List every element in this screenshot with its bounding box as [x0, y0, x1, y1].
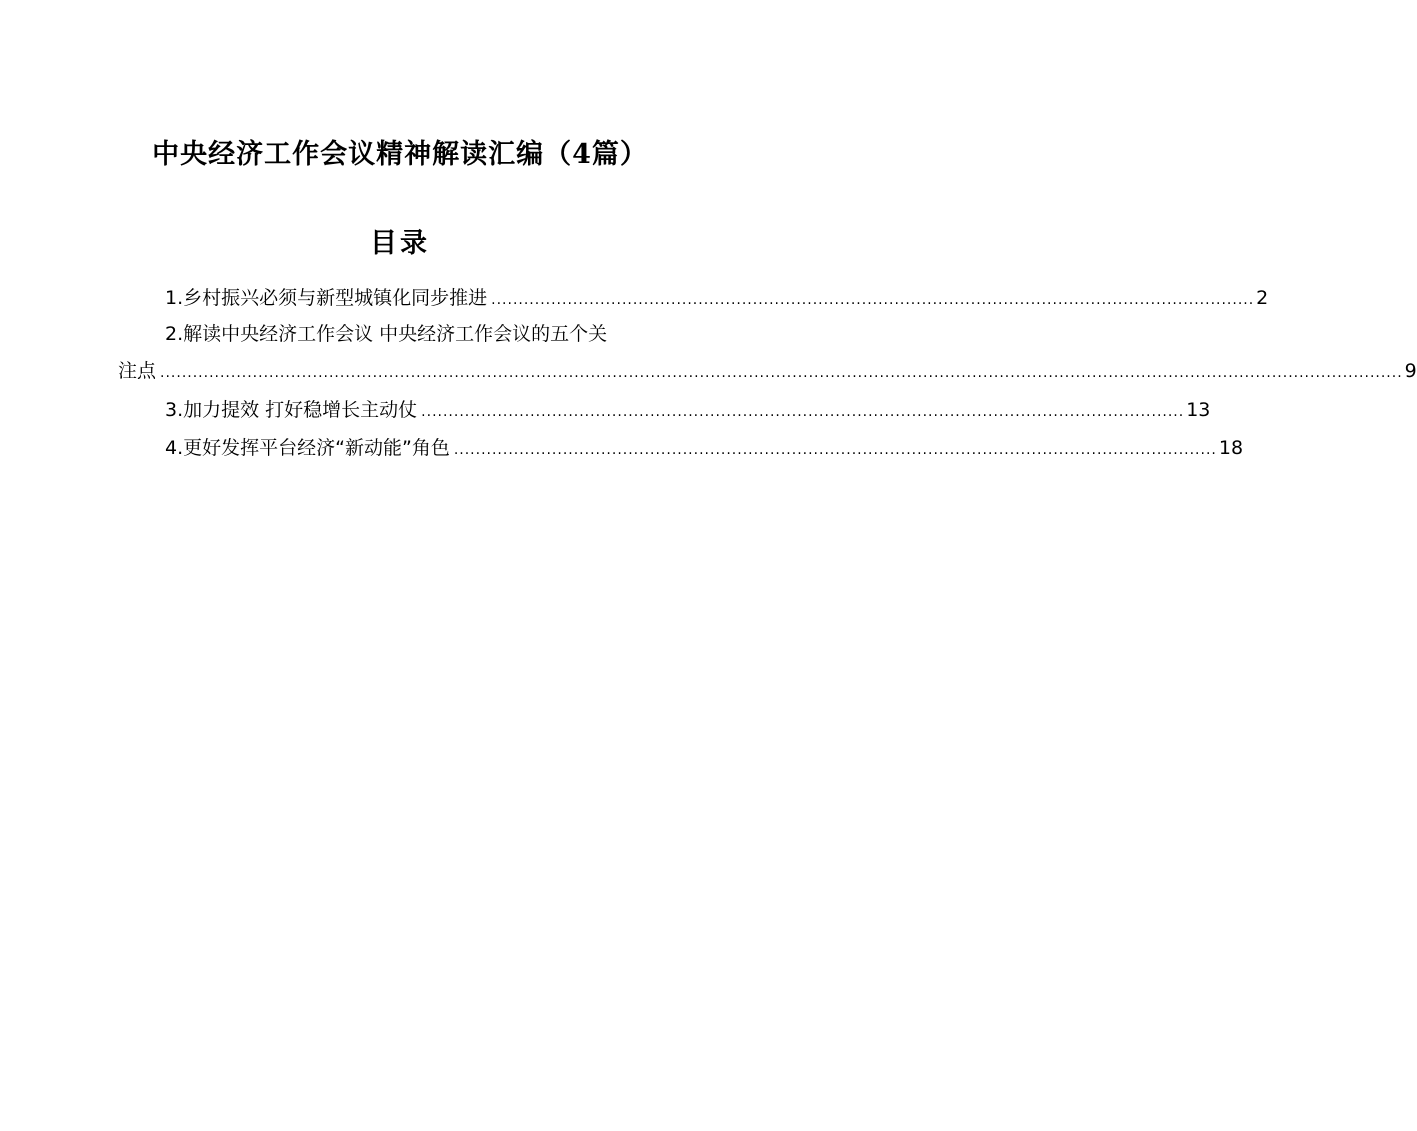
dot-leader: ....................................................................................................................................................................................................................................: [160, 365, 1403, 381]
toc-entry-title: 3.加力提效 打好稳增长主动仗: [165, 399, 418, 421]
toc-entry-title: 4.更好发挥平台经济“新动能”角色: [165, 437, 450, 459]
toc-entry-title: 1.乡村振兴必须与新型城镇化同步推进: [165, 287, 488, 309]
toc-entry-1[interactable]: [165, 284, 1269, 314]
dot-leader: ............................................................................................................................................: [421, 404, 1185, 420]
toc-heading: 目录: [370, 228, 430, 259]
toc-entry-2-continuation[interactable]: [118, 357, 1417, 387]
dot-leader: ............................................................................................................................................: [453, 442, 1217, 458]
toc-page-number: 18: [1218, 437, 1244, 459]
toc-entry-4[interactable]: [165, 434, 1244, 464]
toc-entry-2[interactable]: [165, 320, 685, 348]
toc-page-number: 9: [1404, 360, 1417, 382]
document-title: 中央经济工作会议精神解读汇编（4篇）: [152, 139, 648, 170]
toc-entry-3[interactable]: [165, 396, 1211, 426]
toc-entry-title: 2.解读中央经济工作会议 中央经济工作会议的五个关: [165, 323, 608, 345]
toc-entry-title-continuation: 注点: [118, 360, 157, 382]
dot-leader: ............................................................................................................................................: [491, 292, 1255, 308]
toc-page-number: 2: [1256, 287, 1269, 309]
toc-page-number: 13: [1186, 399, 1211, 421]
